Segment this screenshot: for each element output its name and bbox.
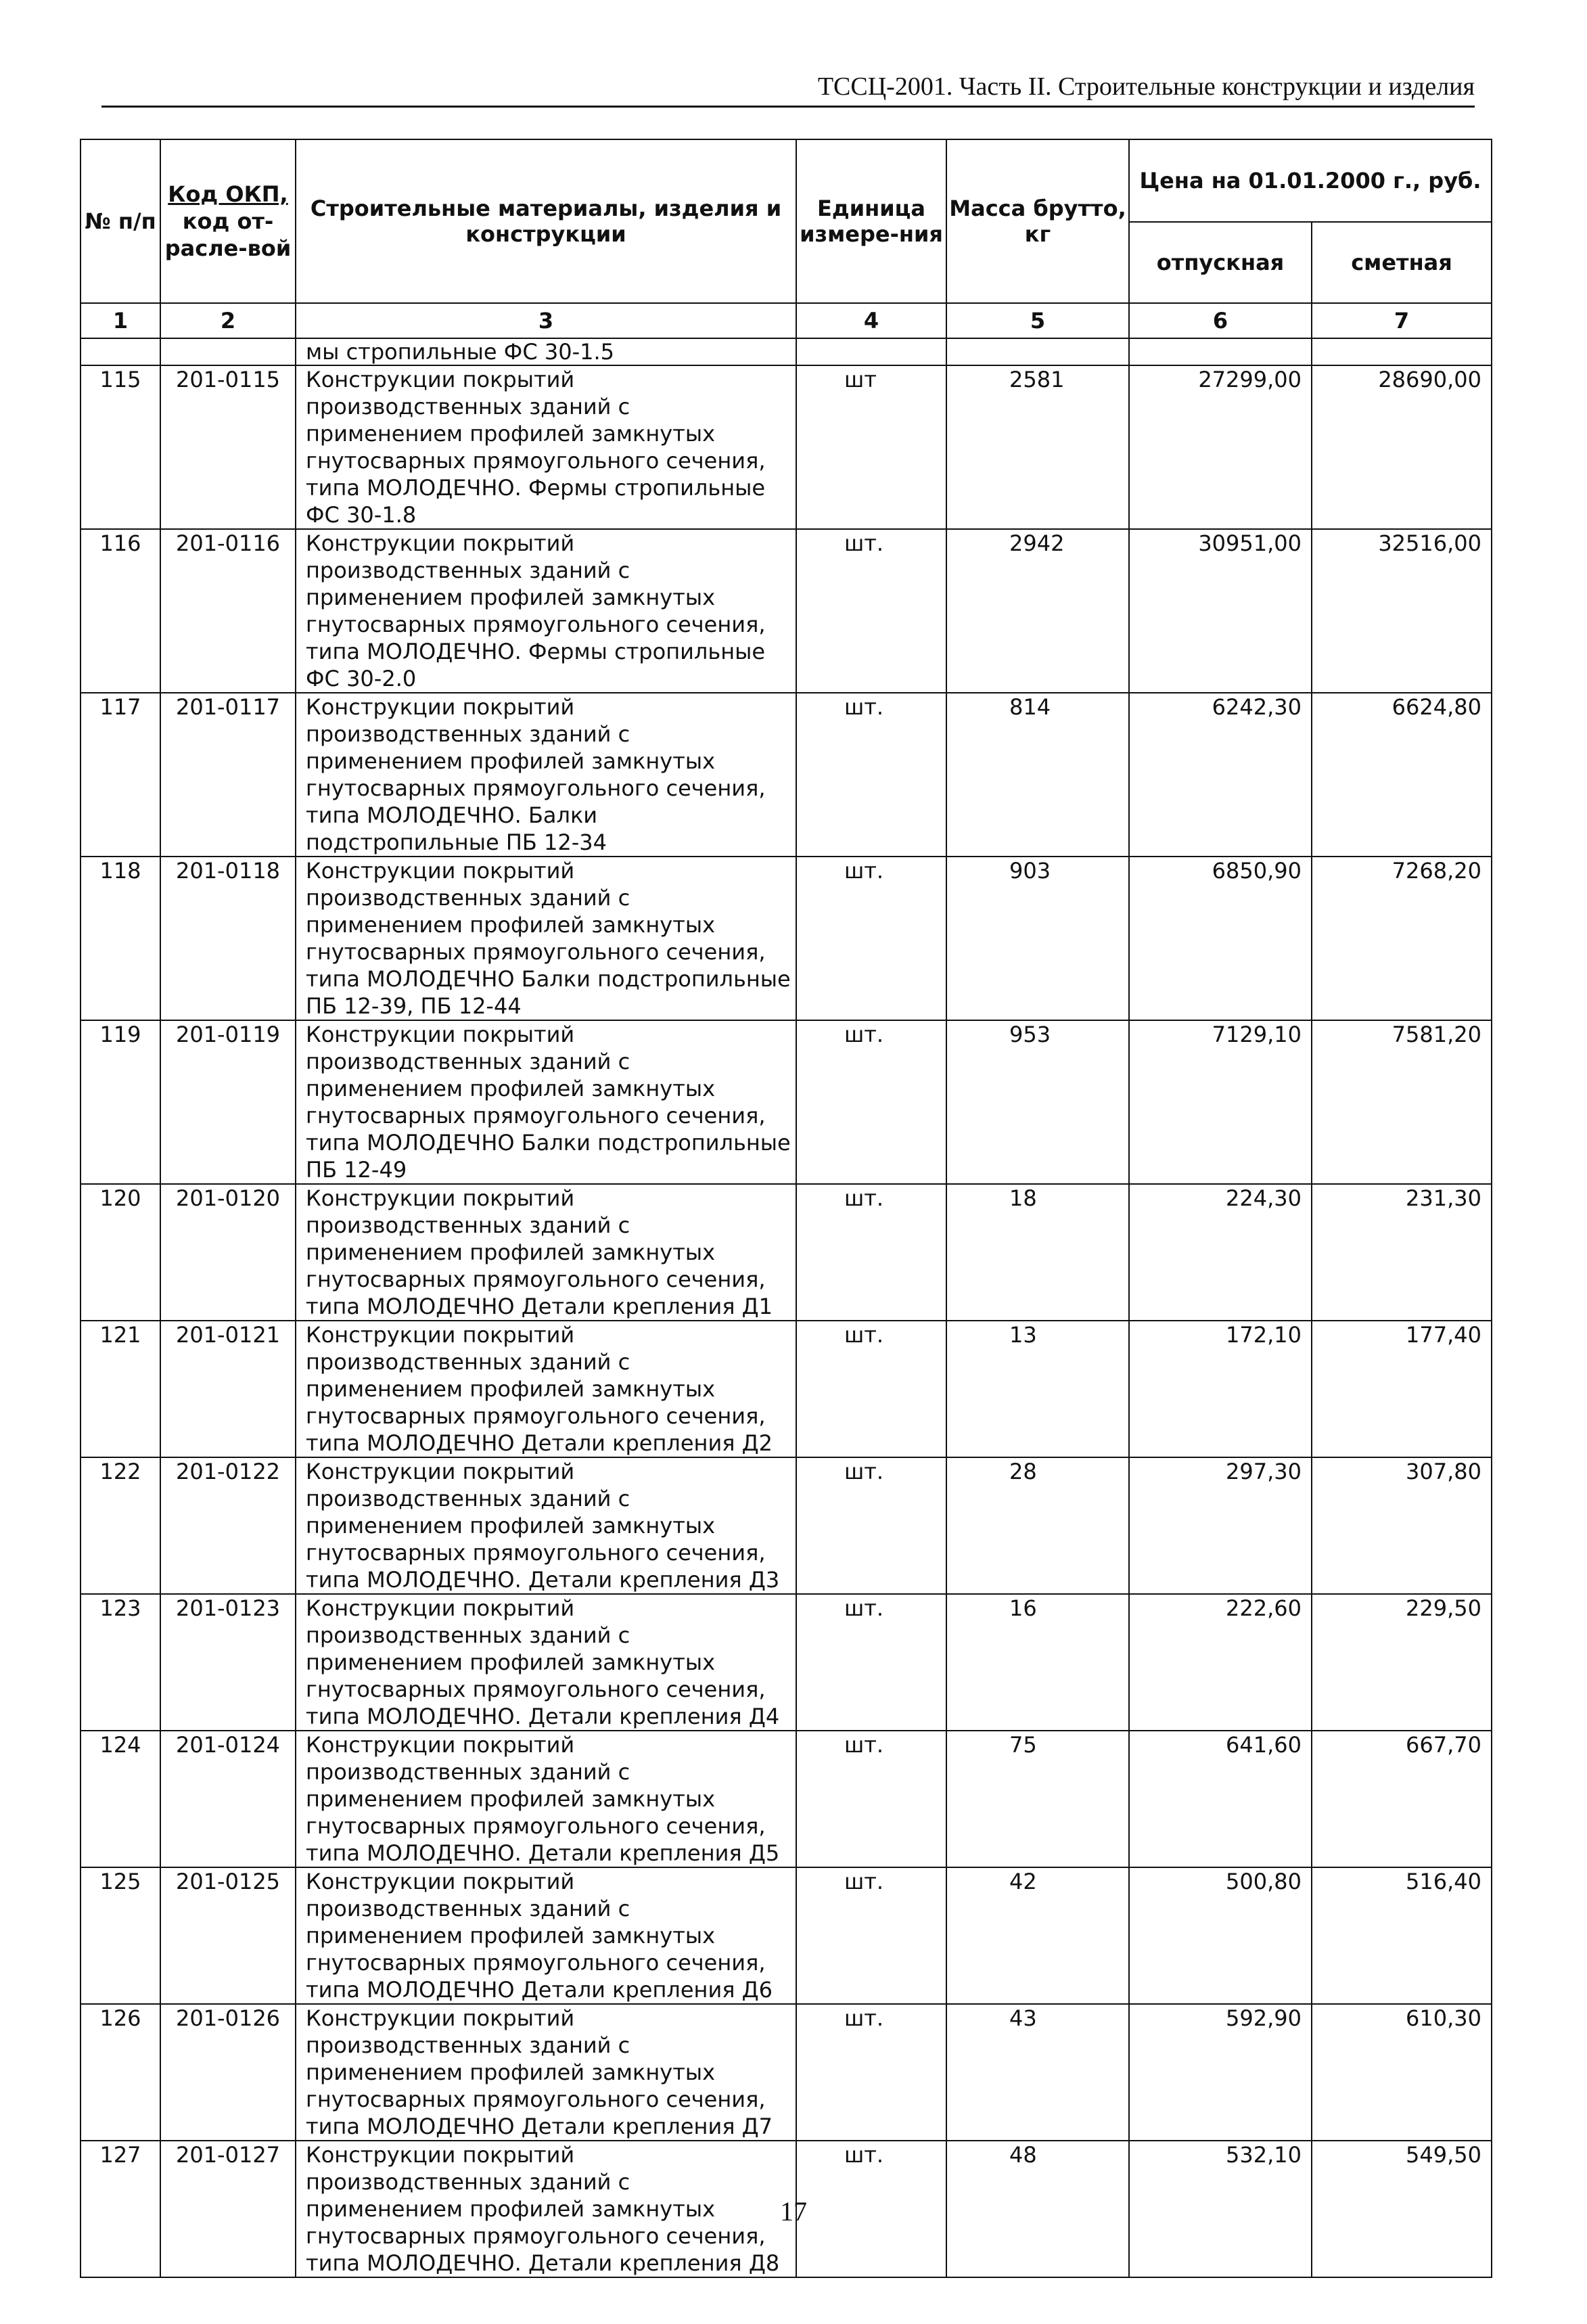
row-price-estimate: 177,40 [1312,1321,1492,1457]
row-num: 119 [80,1020,160,1184]
row-price-release: 532,10 [1129,2141,1312,2277]
row-code: 201-0127 [160,2141,296,2277]
row-mass: 16 [946,1594,1129,1731]
row-num: 126 [80,2004,160,2141]
row-num: 120 [80,1184,160,1321]
header-num: № п/п [80,139,160,303]
row-name: Конструкции покрытий производственных зданий с применением профилей замкнутых гнутосварных прямоугольного сечения, типа МОЛОДЕЧНО. Фермы стропильные ФС 30-2.0 [296,529,796,693]
row-mass: 953 [946,1020,1129,1184]
row-unit: шт. [796,1020,946,1184]
table-row [80,1867,1492,2004]
row-price-release: 224,30 [1129,1184,1312,1321]
row-price-release: 592,90 [1129,2004,1312,2141]
header-price-estimate: сметная [1312,222,1492,303]
column-number: 3 [296,303,796,338]
row-code: 201-0117 [160,693,296,857]
row-price-estimate: 7268,20 [1312,857,1492,1020]
row-code: 201-0116 [160,529,296,693]
continuation-text: мы стропильные ФС 30-1.5 [296,338,796,365]
row-price-estimate: 610,30 [1312,2004,1492,2141]
row-mass: 18 [946,1184,1129,1321]
row-name: Конструкции покрытий производственных зданий с применением профилей замкнутых гнутосварных прямоугольного сечения, типа МОЛОДЕЧНО Детали крепления Д6 [296,1867,796,2004]
price-table [80,139,1492,2278]
row-mass: 814 [946,693,1129,857]
table-row [80,365,1492,529]
row-unit: шт. [796,1731,946,1867]
page-number: 17 [780,2196,807,2227]
row-mass: 2581 [946,365,1129,529]
column-number: 6 [1129,303,1312,338]
header-rule [101,106,1475,108]
row-name: Конструкции покрытий производственных зданий с применением профилей замкнутых гнутосварных прямоугольного сечения, типа МОЛОДЕЧНО. Детали крепления Д8 [296,2141,796,2277]
row-price-estimate: 549,50 [1312,2141,1492,2277]
header-code-okp: Код ОКП, [168,181,288,207]
row-price-release: 6850,90 [1129,857,1312,1020]
row-price-estimate: 667,70 [1312,1731,1492,1867]
header-price-release: отпускная [1129,222,1312,303]
table-row [80,1321,1492,1457]
continuation-row [80,338,1492,365]
row-code: 201-0121 [160,1321,296,1457]
row-name: Конструкции покрытий производственных зданий с применением профилей замкнутых гнутосварных прямоугольного сечения, типа МОЛОДЕЧНО. Детали крепления Д5 [296,1731,796,1867]
row-name: Конструкции покрытий производственных зданий с применением профилей замкнутых гнутосварных прямоугольного сечения, типа МОЛОДЕЧНО Балки подстропильные ПБ 12-39, ПБ 12-44 [296,857,796,1020]
row-price-release: 172,10 [1129,1321,1312,1457]
row-unit: шт [796,365,946,529]
row-price-release: 222,60 [1129,1594,1312,1731]
column-number-row [80,303,1492,338]
table-row [80,2004,1492,2141]
row-mass: 42 [946,1867,1129,2004]
row-price-release: 7129,10 [1129,1020,1312,1184]
header-code [160,139,296,303]
row-code: 201-0123 [160,1594,296,1731]
row-name: Конструкции покрытий производственных зданий с применением профилей замкнутых гнутосварных прямоугольного сечения, типа МОЛОДЕЧНО Балки подстропильные ПБ 12-49 [296,1020,796,1184]
table-row [80,1731,1492,1867]
row-code: 201-0119 [160,1020,296,1184]
row-price-release: 500,80 [1129,1867,1312,2004]
row-name: Конструкции покрытий производственных зданий с применением профилей замкнутых гнутосварных прямоугольного сечения, типа МОЛОДЕЧНО Детали крепления Д7 [296,2004,796,2141]
row-code: 201-0124 [160,1731,296,1867]
table-header [80,139,1492,338]
table-row [80,1184,1492,1321]
row-name: Конструкции покрытий производственных зданий с применением профилей замкнутых гнутосварных прямоугольного сечения, типа МОЛОДЕЧНО. Фермы стропильные ФС 30-1.8 [296,365,796,529]
table-body [80,338,1492,2277]
row-unit: шт. [796,2004,946,2141]
row-num: 123 [80,1594,160,1731]
row-name: Конструкции покрытий производственных зданий с применением профилей замкнутых гнутосварных прямоугольного сечения, типа МОЛОДЕЧНО Детали крепления Д2 [296,1321,796,1457]
row-num: 127 [80,2141,160,2277]
row-unit: шт. [796,1184,946,1321]
column-number: 5 [946,303,1129,338]
row-price-estimate: 516,40 [1312,1867,1492,2004]
row-num: 116 [80,529,160,693]
row-unit: шт. [796,693,946,857]
row-price-estimate: 307,80 [1312,1457,1492,1594]
row-num: 118 [80,857,160,1020]
row-unit: шт. [796,2141,946,2277]
row-name: Конструкции покрытий производственных зданий с применением профилей замкнутых гнутосварных прямоугольного сечения, типа МОЛОДЕЧНО. Балки подстропильные ПБ 12-34 [296,693,796,857]
row-mass: 28 [946,1457,1129,1594]
header-price-group: Цена на 01.01.2000 г., руб. [1129,139,1492,222]
row-num: 124 [80,1731,160,1867]
row-code: 201-0120 [160,1184,296,1321]
row-name: Конструкции покрытий производственных зданий с применением профилей замкнутых гнутосварных прямоугольного сечения, типа МОЛОДЕЧНО. Детали крепления Д4 [296,1594,796,1731]
row-price-release: 27299,00 [1129,365,1312,529]
row-unit: шт. [796,1867,946,2004]
row-price-estimate: 32516,00 [1312,529,1492,693]
row-price-estimate: 28690,00 [1312,365,1492,529]
row-price-release: 297,30 [1129,1457,1312,1594]
row-name: Конструкции покрытий производственных зданий с применением профилей замкнутых гнутосварных прямоугольного сечения, типа МОЛОДЕЧНО Детали крепления Д1 [296,1184,796,1321]
table-row [80,1457,1492,1594]
row-price-release: 6242,30 [1129,693,1312,857]
row-mass: 903 [946,857,1129,1020]
row-num: 125 [80,1867,160,2004]
row-price-estimate: 229,50 [1312,1594,1492,1731]
row-unit: шт. [796,1457,946,1594]
row-name: Конструкции покрытий производственных зданий с применением профилей замкнутых гнутосварных прямоугольного сечения, типа МОЛОДЕЧНО. Детали крепления Д3 [296,1457,796,1594]
row-mass: 43 [946,2004,1129,2141]
row-unit: шт. [796,529,946,693]
row-num: 121 [80,1321,160,1457]
header-name: Строительные материалы, изделия и конструкции [296,139,796,303]
row-num: 117 [80,693,160,857]
header-unit: Единица измере-ния [796,139,946,303]
running-head: ТССЦ-2001. Часть II. Строительные конструкции и изделия [817,72,1475,101]
row-num: 115 [80,365,160,529]
row-code: 201-0115 [160,365,296,529]
row-price-release: 30951,00 [1129,529,1312,693]
row-price-estimate: 6624,80 [1312,693,1492,857]
header-mass: Масса брутто, кг [946,139,1129,303]
row-mass: 48 [946,2141,1129,2277]
column-number: 4 [796,303,946,338]
row-code: 201-0122 [160,1457,296,1594]
row-unit: шт. [796,1321,946,1457]
row-mass: 13 [946,1321,1129,1457]
header-code-rest: код от-расле-вой [164,208,292,261]
row-mass: 75 [946,1731,1129,1867]
table-row [80,1594,1492,1731]
row-price-estimate: 231,30 [1312,1184,1492,1321]
row-unit: шт. [796,857,946,1020]
table-row [80,1020,1492,1184]
row-num: 122 [80,1457,160,1594]
row-mass: 2942 [946,529,1129,693]
row-price-estimate: 7581,20 [1312,1020,1492,1184]
table-row [80,857,1492,1020]
column-number: 2 [160,303,296,338]
table-row [80,529,1492,693]
row-code: 201-0125 [160,1867,296,2004]
column-number: 1 [80,303,160,338]
row-price-release: 641,60 [1129,1731,1312,1867]
row-code: 201-0118 [160,857,296,1020]
row-code: 201-0126 [160,2004,296,2141]
table-row [80,693,1492,857]
row-unit: шт. [796,1594,946,1731]
column-number: 7 [1312,303,1492,338]
